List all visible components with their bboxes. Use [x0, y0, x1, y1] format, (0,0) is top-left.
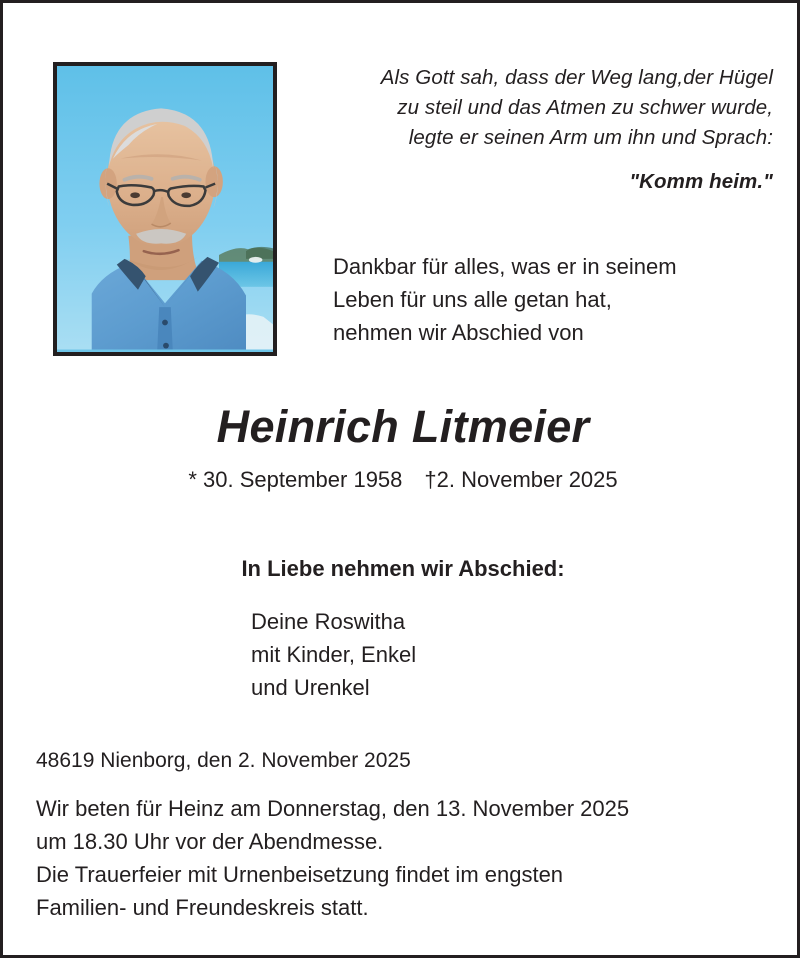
deceased-name: Heinrich Litmeier: [216, 401, 590, 452]
gratitude-line-3: nehmen wir Abschied von: [333, 320, 584, 345]
portrait-photo-icon: [57, 66, 273, 350]
verse-line-3: legte er seinen Arm um ihn und Sprach:: [408, 126, 773, 149]
birth-date: * 30. September 1958: [188, 467, 403, 492]
service-line-3: Die Trauerfeier mit Urnenbeisetzung findet im engsten: [36, 862, 564, 887]
mourner-line-3: und Urenkel: [251, 675, 370, 700]
verse-text: [333, 63, 773, 197]
gratitude-line-1: Dankbar für alles, was er in seinem: [333, 254, 677, 279]
death-date: †2. November 2025: [424, 467, 618, 492]
verse-line-1: Als Gott sah, dass der Weg lang,der Hügel: [380, 66, 773, 89]
mourner-line-1: Deine Roswitha: [251, 609, 406, 634]
gratitude-text: [333, 250, 783, 349]
service-line-1: Wir beten für Heinz am Donnerstag, den 13. November 2025: [36, 796, 630, 821]
portrait-frame: [53, 62, 277, 356]
mourning-heading: In Liebe nehmen wir Abschied:: [241, 556, 565, 581]
service-details: [36, 792, 776, 924]
service-line-2: um 18.30 Uhr vor der Abendmesse.: [36, 829, 384, 854]
mourner-line-2: mit Kinder, Enkel: [251, 642, 417, 667]
top-section: [3, 3, 800, 368]
deceased-name-block: [3, 401, 800, 494]
place-and-date: 48619 Nienborg, den 2. November 2025: [36, 749, 411, 772]
gratitude-line-2: Leben für uns alle getan hat,: [333, 287, 612, 312]
mourners-list: [251, 605, 651, 704]
verse-closing-quote: "Komm heim.": [629, 170, 773, 193]
life-dates: [3, 466, 800, 494]
verse-line-2: zu steil und das Atmen zu schwer wurde,: [397, 96, 773, 119]
service-line-4: Familien- und Freundeskreis statt.: [36, 895, 369, 920]
